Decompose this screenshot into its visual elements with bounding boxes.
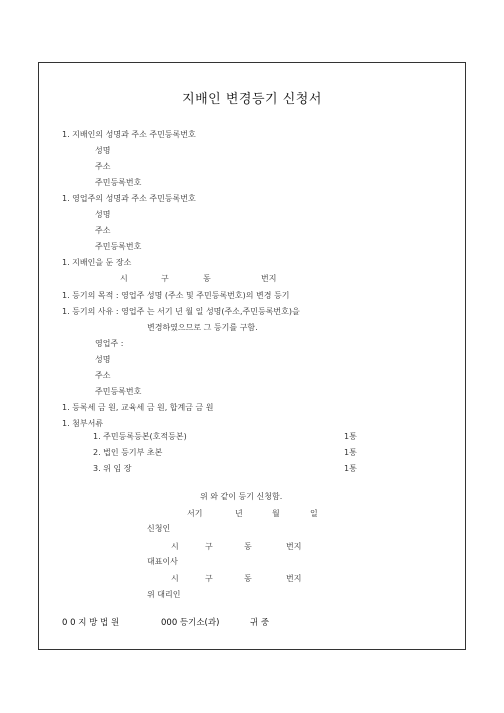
- agent-label: 위 대리인: [147, 590, 181, 599]
- representative-city: 시: [171, 574, 179, 583]
- registry-office: 000 등기소(과): [161, 618, 220, 628]
- attachment-item: 2. 법인 등기부 초본: [93, 448, 163, 457]
- attachment-count: 1통: [344, 464, 357, 473]
- representative-lot: 번지: [286, 574, 302, 583]
- attachment-item: 3. 위 임 장: [93, 464, 132, 473]
- addressee-honorific: 귀 중: [250, 618, 270, 628]
- owner-address-label: 주소: [95, 226, 111, 235]
- purpose-line: 1. 등기의 목적 : 영업주 성명 (주소 및 주민등록번호)의 변경 등기: [62, 291, 290, 300]
- court-name: 0 0 지 방 법 원: [62, 618, 120, 628]
- location-dong: 동: [203, 274, 211, 283]
- representative-dong: 동: [244, 574, 252, 583]
- date-year: 년: [235, 509, 243, 518]
- owner-detail-name: 성명: [95, 355, 111, 364]
- attachment-count: 1통: [344, 448, 357, 457]
- attachment-item: 1. 주민등록등본(호적등본): [93, 432, 187, 441]
- applicant-lot: 번지: [286, 542, 302, 551]
- manager-address-label: 주소: [95, 162, 111, 171]
- applicant-city: 시: [171, 542, 179, 551]
- document-title: 지배인 변경등기 신청서: [182, 92, 322, 107]
- representative-district: 구: [205, 574, 213, 583]
- reason-line: 1. 등기의 사유 : 영업주 는 서기 년 월 일 성명(주소,주민등록번호)을: [62, 307, 300, 316]
- date-month: 월: [272, 509, 280, 518]
- owner-label: 영업주 :: [95, 339, 124, 348]
- applicant-district: 구: [205, 542, 213, 551]
- manager-name-label: 성명: [95, 146, 111, 155]
- reason-line-continued: 변경하였으므로 그 등기를 구함.: [147, 323, 258, 332]
- attachments-heading: 1. 첨부서류: [62, 419, 104, 428]
- manager-rrn-label: 주민등록번호: [95, 178, 142, 187]
- fees-line: 1. 등록세 금 원, 교육세 금 원, 합계금 금 원: [62, 403, 214, 412]
- date-day: 일: [310, 509, 318, 518]
- owner-rrn-label: 주민등록번호: [95, 242, 142, 251]
- location-lot: 번지: [261, 274, 277, 283]
- owner-detail-address: 주소: [95, 371, 111, 380]
- location-section-heading: 1. 지배인을 둔 장소: [62, 258, 132, 267]
- owner-name-label: 성명: [95, 210, 111, 219]
- closing-statement: 위 와 같이 등기 신청함.: [200, 492, 283, 501]
- owner-detail-rrn: 주민등록번호: [95, 387, 142, 396]
- applicant-label: 신청인: [147, 524, 171, 533]
- owner-section-heading: 1. 영업주의 성명과 주소 주민등록번호: [62, 194, 196, 203]
- applicant-dong: 동: [244, 542, 252, 551]
- attachment-count: 1통: [344, 432, 357, 441]
- location-city: 시: [120, 274, 128, 283]
- date-era: 서기: [187, 509, 203, 518]
- representative-label: 대표이사: [147, 557, 178, 566]
- manager-section-heading: 1. 지배인의 성명과 주소 주민등록번호: [62, 130, 196, 139]
- location-district: 구: [161, 274, 169, 283]
